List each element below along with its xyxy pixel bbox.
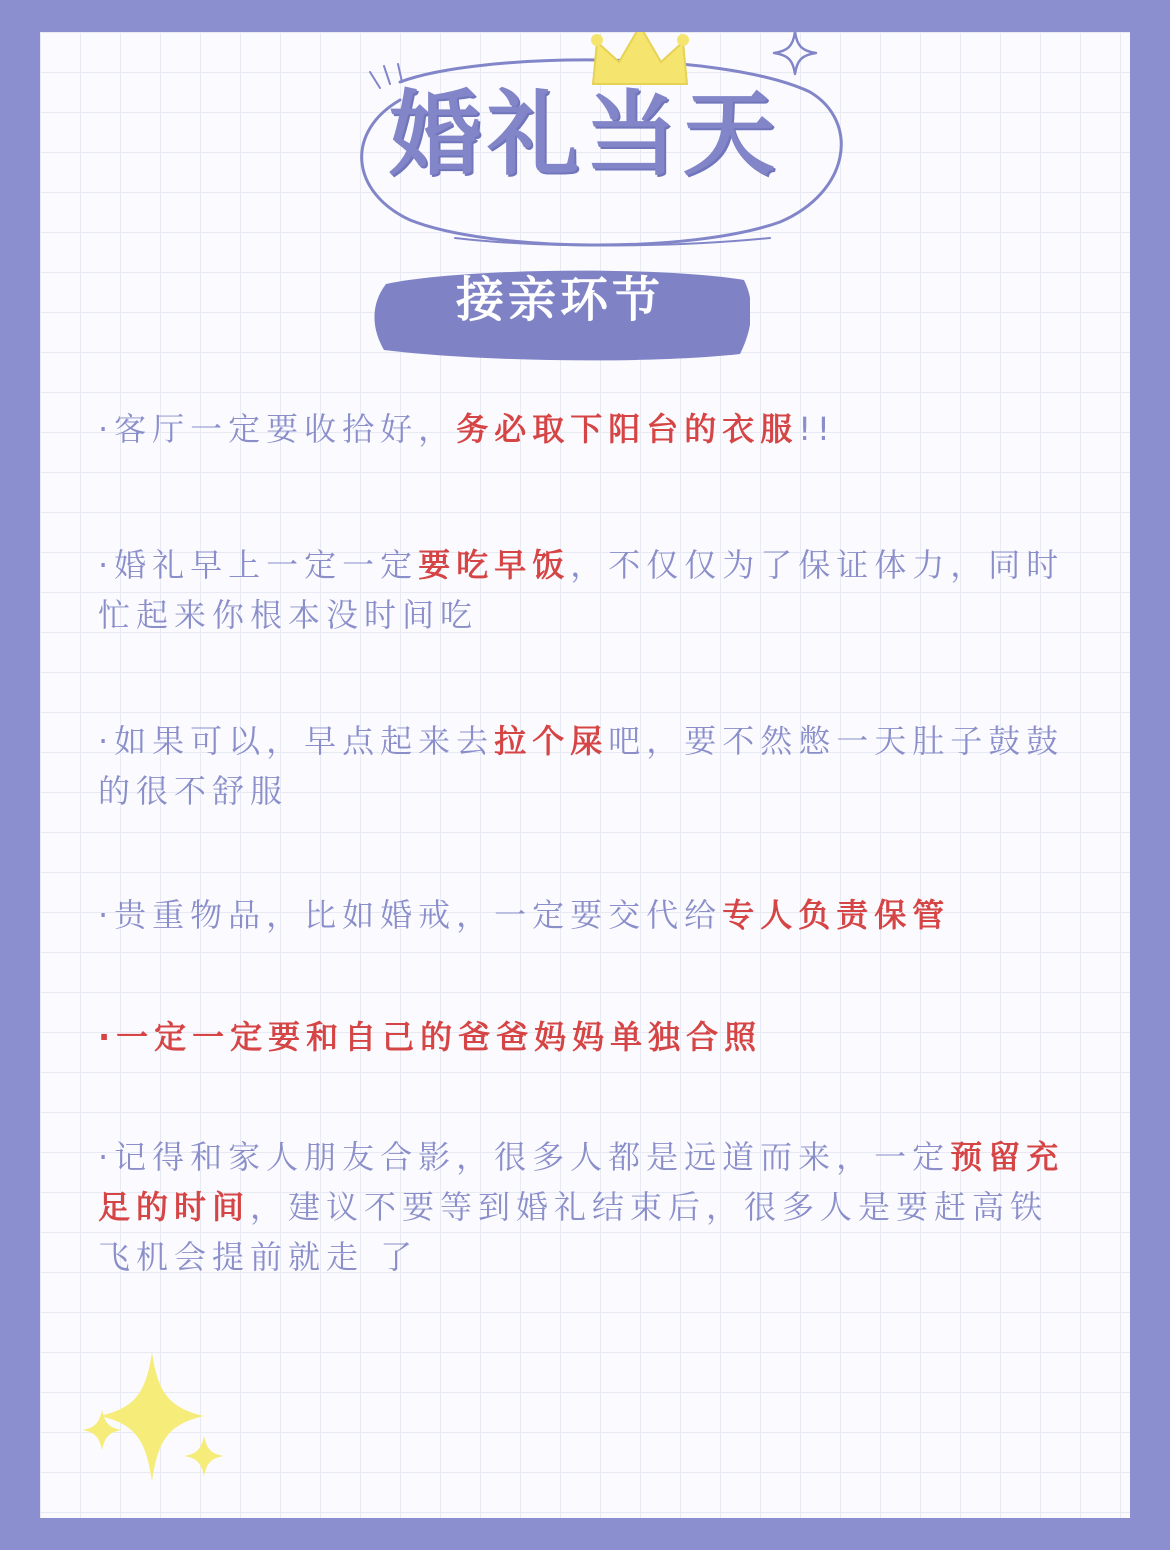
tip-text: ·客厅一定要收拾好，	[98, 410, 457, 448]
section-title: 接亲环节	[455, 272, 664, 328]
tip-highlight: ·一定一定要和自己的爸爸妈妈单独合照	[98, 1018, 763, 1056]
tip-highlight: 务必取下阳台的衣服	[456, 410, 799, 448]
tip-item	[98, 404, 836, 454]
page-title: 婚礼当天	[388, 81, 781, 188]
tip-highlight: 预留充足的时间	[98, 1138, 1065, 1226]
tip-highlight: 拉个屎	[494, 722, 609, 760]
tip-item	[98, 716, 1078, 816]
tip-text: !!	[798, 410, 836, 448]
tip-text: ，建议不要等到婚礼结束后，很多人是要赶高铁飞机会提前就走 了	[98, 1188, 1049, 1276]
tip-item	[98, 890, 950, 940]
tip-item	[98, 1012, 762, 1062]
tip-item	[98, 1132, 1078, 1282]
grid-paper-card	[40, 32, 1130, 1518]
tip-text: ·贵重物品，比如婚戒，一定要交代给	[98, 896, 723, 934]
tip-text: ·婚礼早上一定一定	[98, 546, 419, 584]
tip-text: ·记得和家人朋友合影，很多人都是远道而来，一定	[98, 1138, 951, 1176]
tip-highlight: 专人负责保管	[722, 896, 951, 934]
sparkle-icon	[770, 32, 820, 78]
tip-highlight: 要吃早饭	[418, 546, 571, 584]
tip-text: ·如果可以，早点起来去	[98, 722, 495, 760]
tip-text: 吧，要不然憋一天肚子鼓鼓的很不舒服	[98, 722, 1065, 810]
tip-text: ，不仅仅为了保证体力，同时忙起来你根本没时间吃	[98, 546, 1065, 634]
star-cluster-icon	[80, 1342, 230, 1492]
tip-item	[98, 540, 1078, 640]
